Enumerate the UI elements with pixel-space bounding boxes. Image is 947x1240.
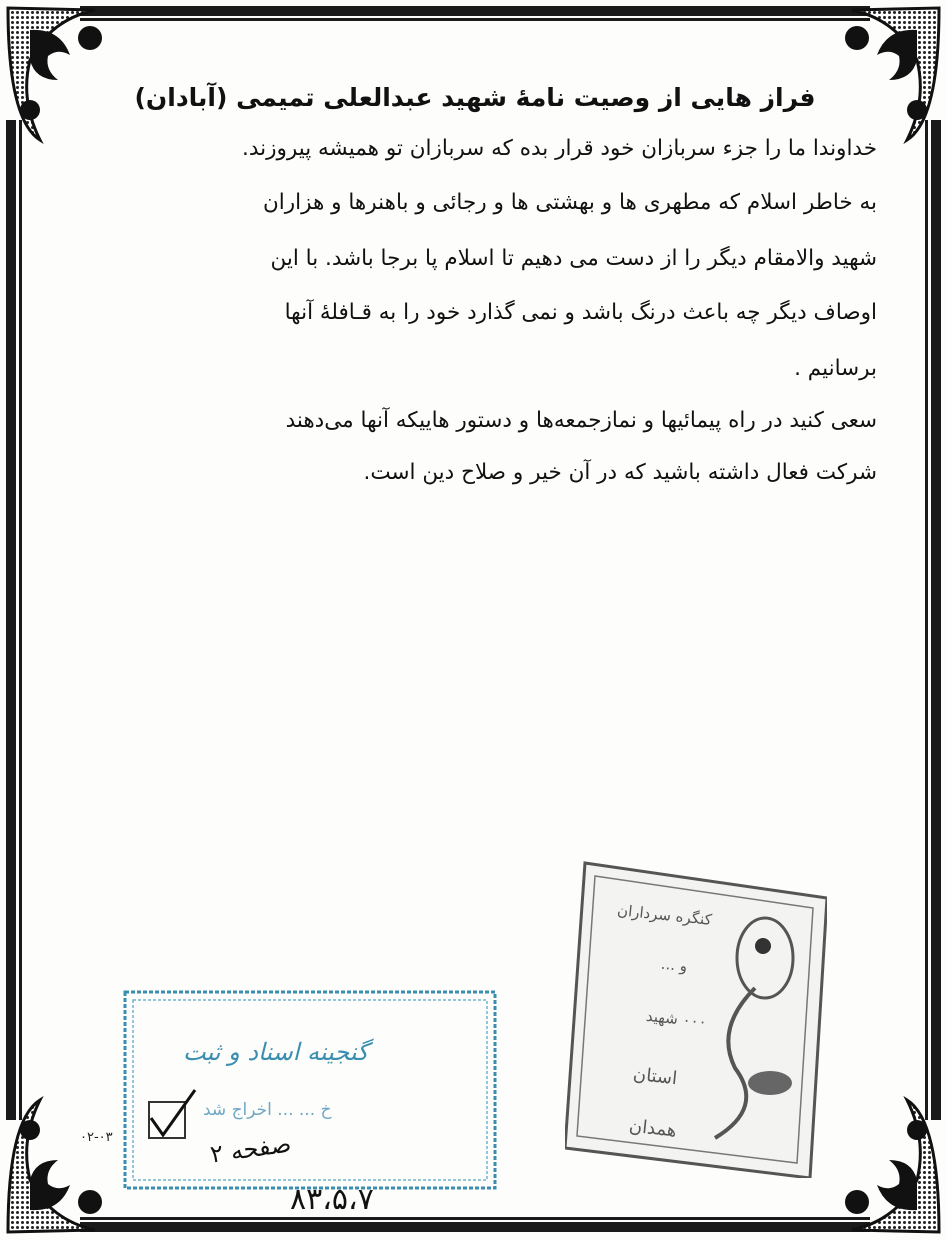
congress-stamp-line: کنگره سرداران bbox=[616, 901, 713, 929]
text-line: به خاطر اسلام که مطهری ها و بهشتی ها و رجائی و باهنرها و هزاران bbox=[263, 190, 877, 215]
text-line: شهید والامقام دیگر را از دست می دهیم تا اسلام پا برجا باشد. با این bbox=[270, 246, 877, 271]
document-title: فراز هایی از وصیت نامهٔ شهید عبدالعلی تمیمی (آبادان) bbox=[134, 83, 816, 112]
text-line: اوصاف دیگر چه باعث درنگ باشد و نمی گذارد خود را به قـافلهٔ آنها bbox=[284, 300, 877, 325]
congress-stamp-line: همدان bbox=[628, 1115, 678, 1142]
archive-stamp-line: گنجینه اسناد و ثبت bbox=[183, 1038, 369, 1066]
archive-stamp bbox=[123, 990, 498, 1190]
archive-stamp-frame bbox=[123, 990, 498, 1190]
congress-stamp bbox=[565, 858, 827, 1178]
text-line: خداوندا ما را جزء سربازان خود قرار بده که سربازان تو همیشه پیروزند. bbox=[241, 136, 877, 161]
congress-stamp-line: استان bbox=[631, 1063, 678, 1090]
corner-ornament-top-left bbox=[8, 8, 102, 140]
page-label-handwritten: صفحه ۲ bbox=[208, 1129, 293, 1169]
congress-stamp-line: ۰۰۰ شهید bbox=[645, 1006, 708, 1032]
archive-stamp-line: خ ... ... اخراج شد bbox=[203, 1100, 332, 1120]
archive-number-handwritten: ۸۳،۵،۷ bbox=[290, 1182, 374, 1217]
document-number: ۰۲-۰۳ bbox=[80, 1130, 113, 1145]
corner-ornament-bottom-right bbox=[845, 1100, 939, 1232]
corner-ornament-top-right bbox=[845, 8, 939, 140]
corner-ornament-bottom-left bbox=[8, 1100, 102, 1232]
congress-stamp-line: و ... bbox=[659, 954, 688, 976]
text-line: برسانیم . bbox=[794, 356, 877, 381]
text-line: شرکت فعال داشته باشید که در آن خیر و صلاح دین است. bbox=[363, 460, 877, 485]
text-line: سعی کنید در راه پیمائیها و نمازجمعه‌ها و دستور هاییکه آنها می‌دهند bbox=[285, 408, 877, 433]
